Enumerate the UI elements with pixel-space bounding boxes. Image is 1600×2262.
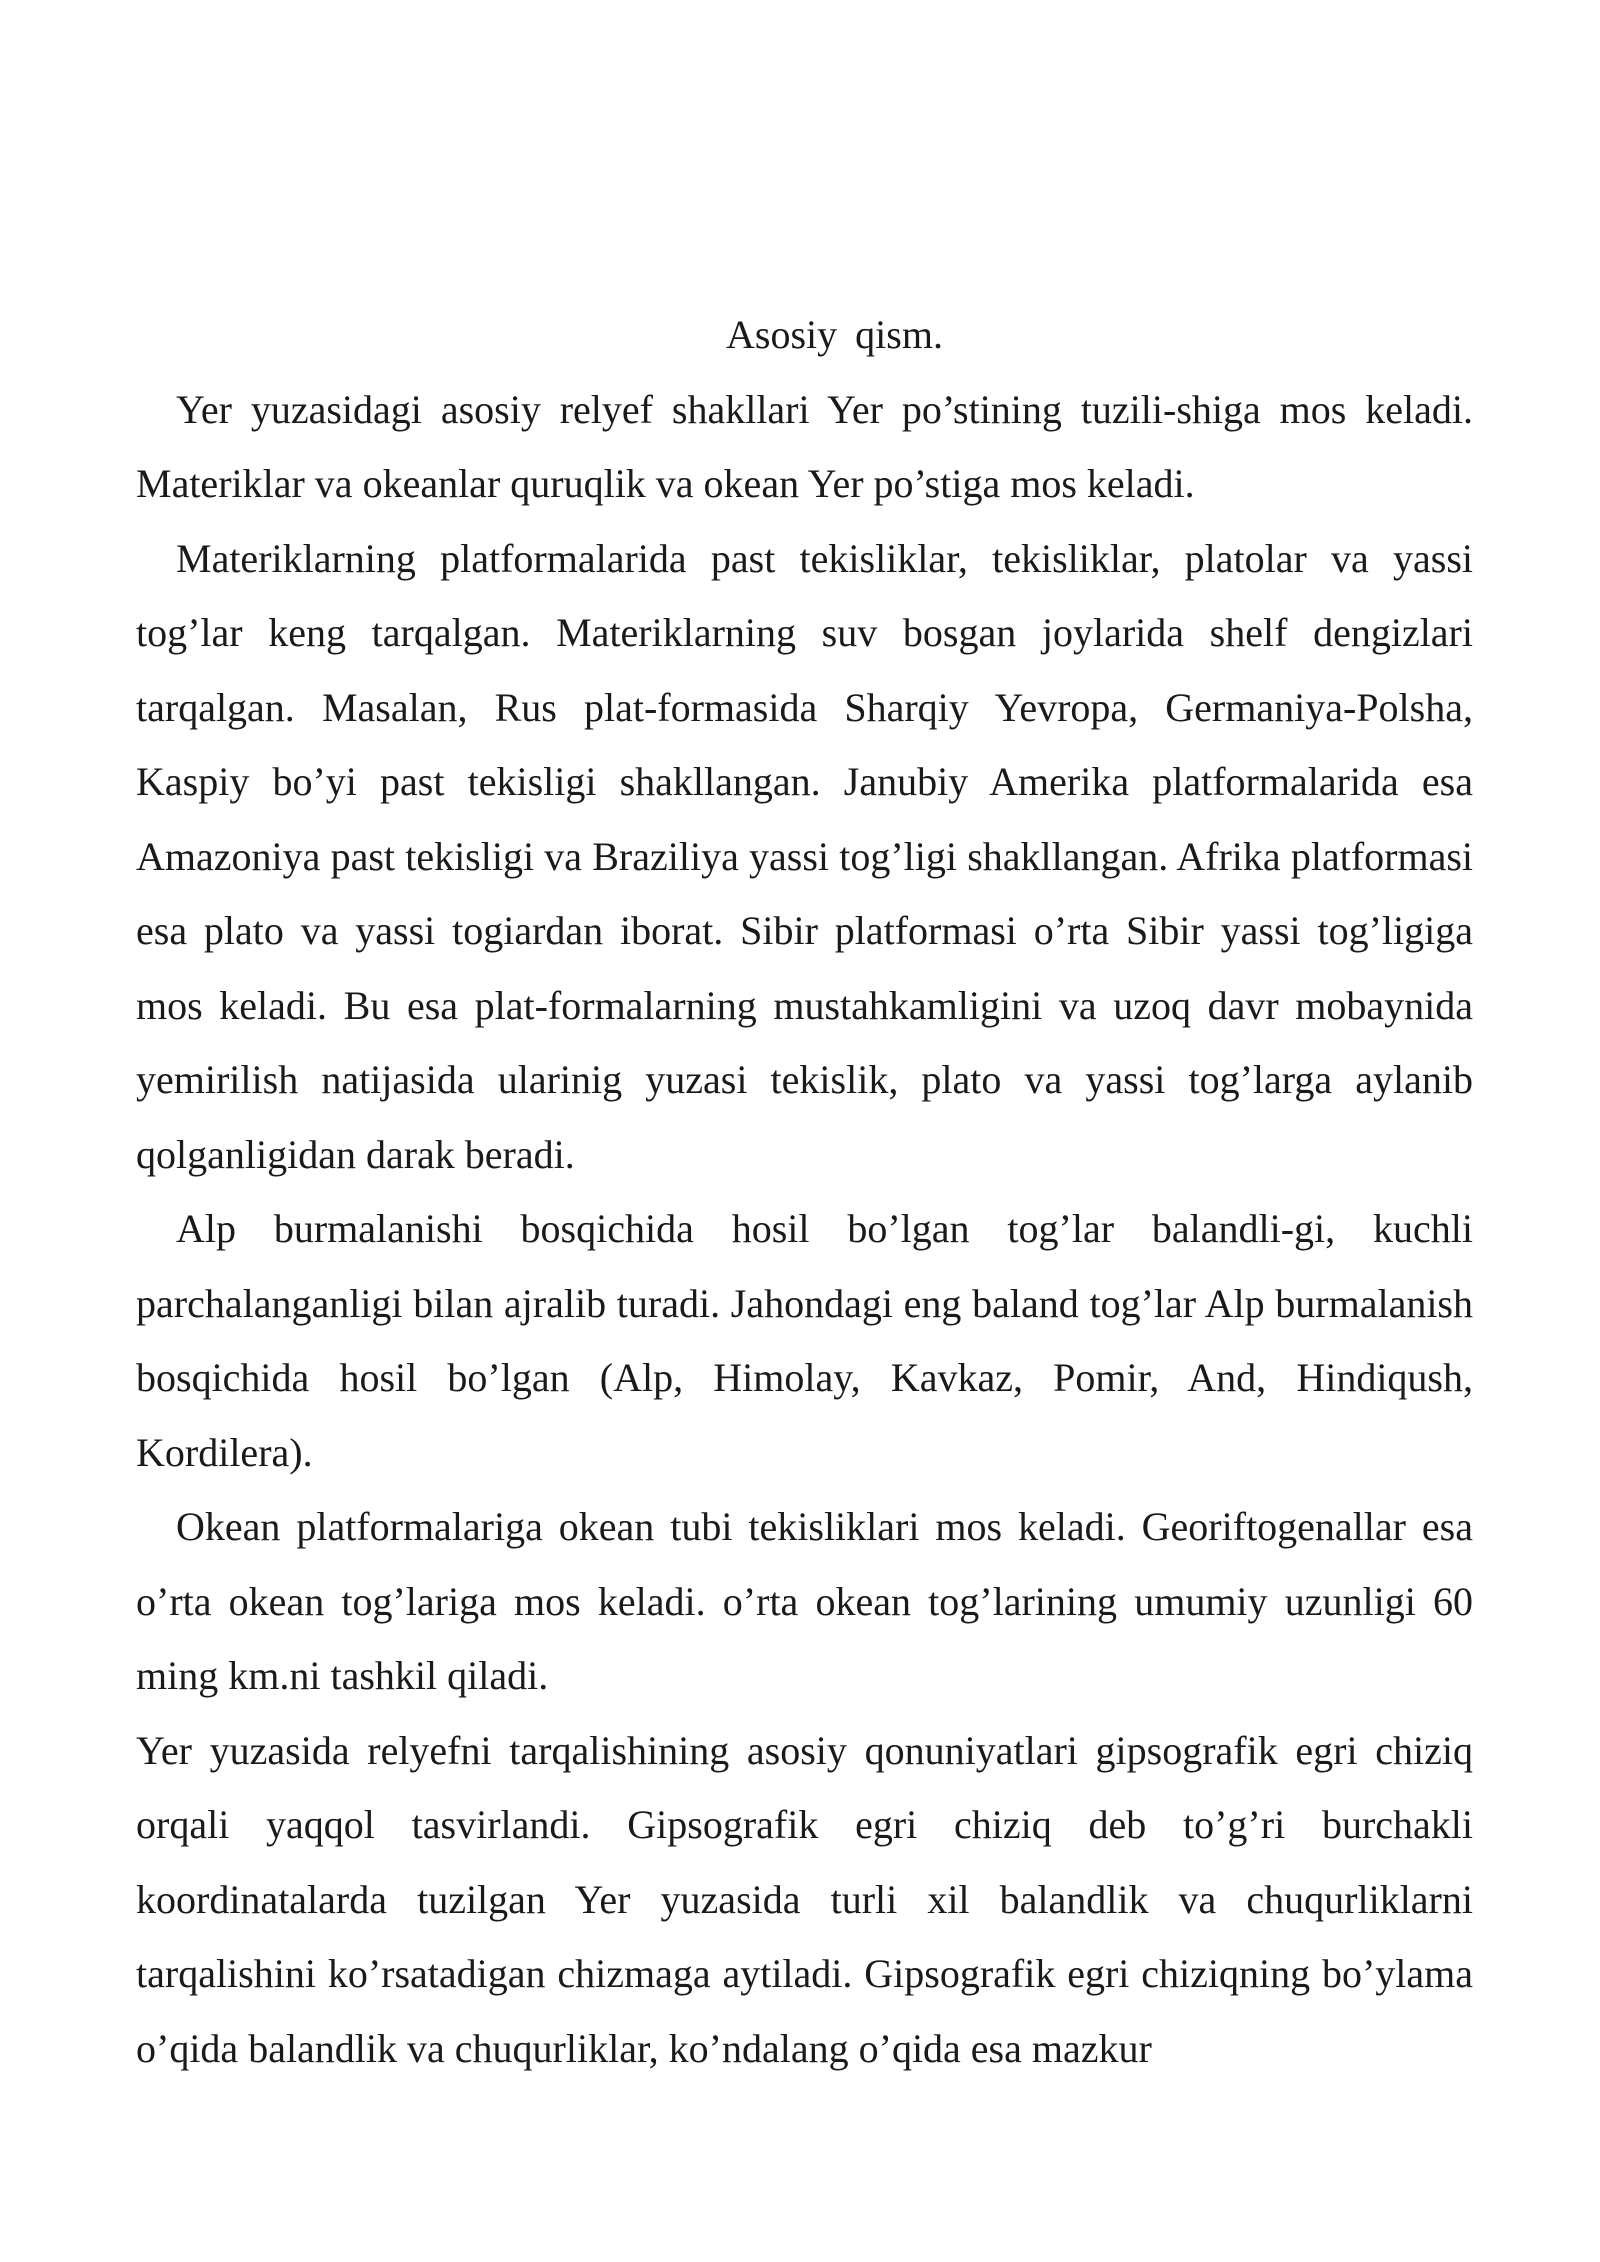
section-title: Asosiy qism. (726, 312, 943, 357)
document-body (136, 298, 1473, 2086)
paragraph-alpine-folding: Alp burmalanishi bosqichida hosil bo’lgan tog’lar balandli-gi, kuchli parchalanganligi bilan ajralib turadi. Jahondagi eng baland tog’lar Alp burmalanish bosqichida hosil bo’lgan (Alp, Himolay, Kavkaz, Pomir, And, Hindiqush, Kordilera). (136, 1206, 1473, 1475)
paragraph-ocean-platforms: Okean platformalariga okean tubi tekisliklari mos keladi. Georiftogenallar esa o’rta okean tog’lariga mos keladi. o’rta okean tog’larining umumiy uzunligi 60 ming km.ni tashkil qiladi. (136, 1504, 1473, 1698)
paragraph-platforms: Materiklarning platformalarida past tekisliklar, tekisliklar, platolar va yassi tog’lar keng tarqalgan. Materiklarning suv bosgan joylarida shelf dengizlari tarqalgan. Masalan, Rus plat-formasida Sharqiy Yevropa, Germaniya-Polsha, Kaspiy bo’yi past tekisligi shakllangan. Janubiy Amerika platformalarida esa Amazoniya past tekisligi va Braziliya yassi tog’ligi shakllangan. Afrika platformasi esa plato va yassi togiardan iborat. Sibir platformasi o’rta Sibir yassi tog’ligiga mos keladi. Bu esa plat-formalarning mustahkamligini va uzoq davr mobaynida yemirilish natijasida ularinig yuzasi tekislik, plato va yassi tog’larga aylanib qolganligidan darak beradi. (136, 535, 1473, 1177)
paragraph-relief-forms: Yer yuzasidagi asosiy relyef shakllari Yer po’stining tuzili-shiga mos keladi. Materiklar va okeanlar quruqlik va okean Yer po’stiga mos keladi. (136, 386, 1473, 506)
paragraph-hypsographic-curve: Yer yuzasida relyefni tarqalishining asosiy qonuniyatlari gipsografik egri chiziq orqali yaqqol tasvirlandi. Gipsografik egri chiziq deb to’g’ri burchakli koordinatalarda tuzilgan Yer yuzasida turli xil balandlik va chuqurliklarni tarqalishini ko’rsatadigan chizmaga aytiladi. Gipsografik egri chiziqning bo’ylama o’qida balandlik va chuqurliklar, ko’ndalang o’qida esa mazkur (136, 1727, 1473, 2071)
